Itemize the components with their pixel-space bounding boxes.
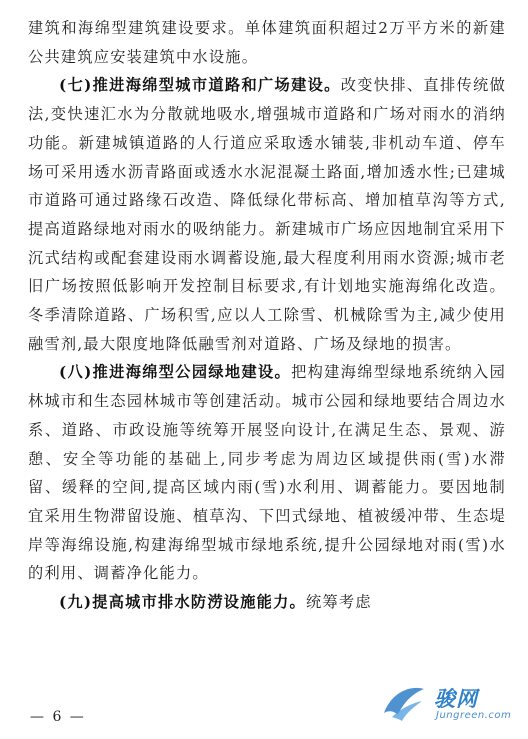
section-8-body: 把构建海绵型绿地系统纳入园林城市和生态园林城市等创建活动。城市公园和绿地要结合周边水系、道路、市政设施等统筹开展竖向设计,在满足生态、景观、游憩、安全等功能的基础上,同步考虑为周边区域提供雨(雪)水滞留、缓释的空间,提高区域内雨(雪)水利用、调蓄能力。要因地制宜采用生物滞留设施、植草沟、下凹式绿地、植被缓冲带、生态堤岸等海绵设施,构建海绵型城市绿地系统,提升公园绿地对雨(雪)水的利用、调蓄净化能力。 <box>28 363 507 583</box>
section-7-heading: (七)推进海绵型城市道路和广场建设。 <box>59 76 341 95</box>
section-7-body: 改变快排、直排传统做法,变快速汇水为分散就地吸水,增强城市道路和广场对雨水的消纳功能。新建城镇道路的人行道应采取透水铺装,非机动车道、停车场可采用透水沥青路面或透水水泥混凝土路面,增加透水性;已建城市道路可通过路缘石改造、降低绿化带标高、增加植草沟等方式,提高道路绿地对雨水的吸纳能力。新建城市广场应因地制宜采用下沉式结构或配套建设雨水调蓄设施,最大程度利用雨水资源;城市老旧广场按照低影响开发控制目标要求,有计划地实施海绵化改造。冬季清除道路、广场积雪,应以人工除雪、机械除雪为主,减少使用融雪剂,最大限度地降低融雪剂对道路、广场及绿地的损害。 <box>28 76 507 353</box>
intro-text: 建筑和海绵型建筑建设要求。单体建筑面积超过2万平方米的新建公共建筑应安装建筑中水设施。 <box>28 19 506 66</box>
section-9-paragraph <box>28 588 506 617</box>
section-9-body: 统筹考虑 <box>306 593 372 612</box>
watermark-url: Jungreen.com <box>436 710 512 721</box>
section-9-heading: (九)提高城市排水防涝设施能力。 <box>59 593 306 612</box>
watermark-logo-icon <box>378 683 428 723</box>
section-8-paragraph <box>28 358 506 588</box>
document-page <box>28 14 506 617</box>
section-7-paragraph <box>28 71 506 358</box>
site-watermark <box>378 681 520 729</box>
page-number: — 6 — <box>30 709 86 725</box>
watermark-title: 骏网 <box>434 687 478 711</box>
section-8-heading: (八)推进海绵型公园绿地建设。 <box>59 363 292 382</box>
intro-paragraph <box>28 14 506 71</box>
